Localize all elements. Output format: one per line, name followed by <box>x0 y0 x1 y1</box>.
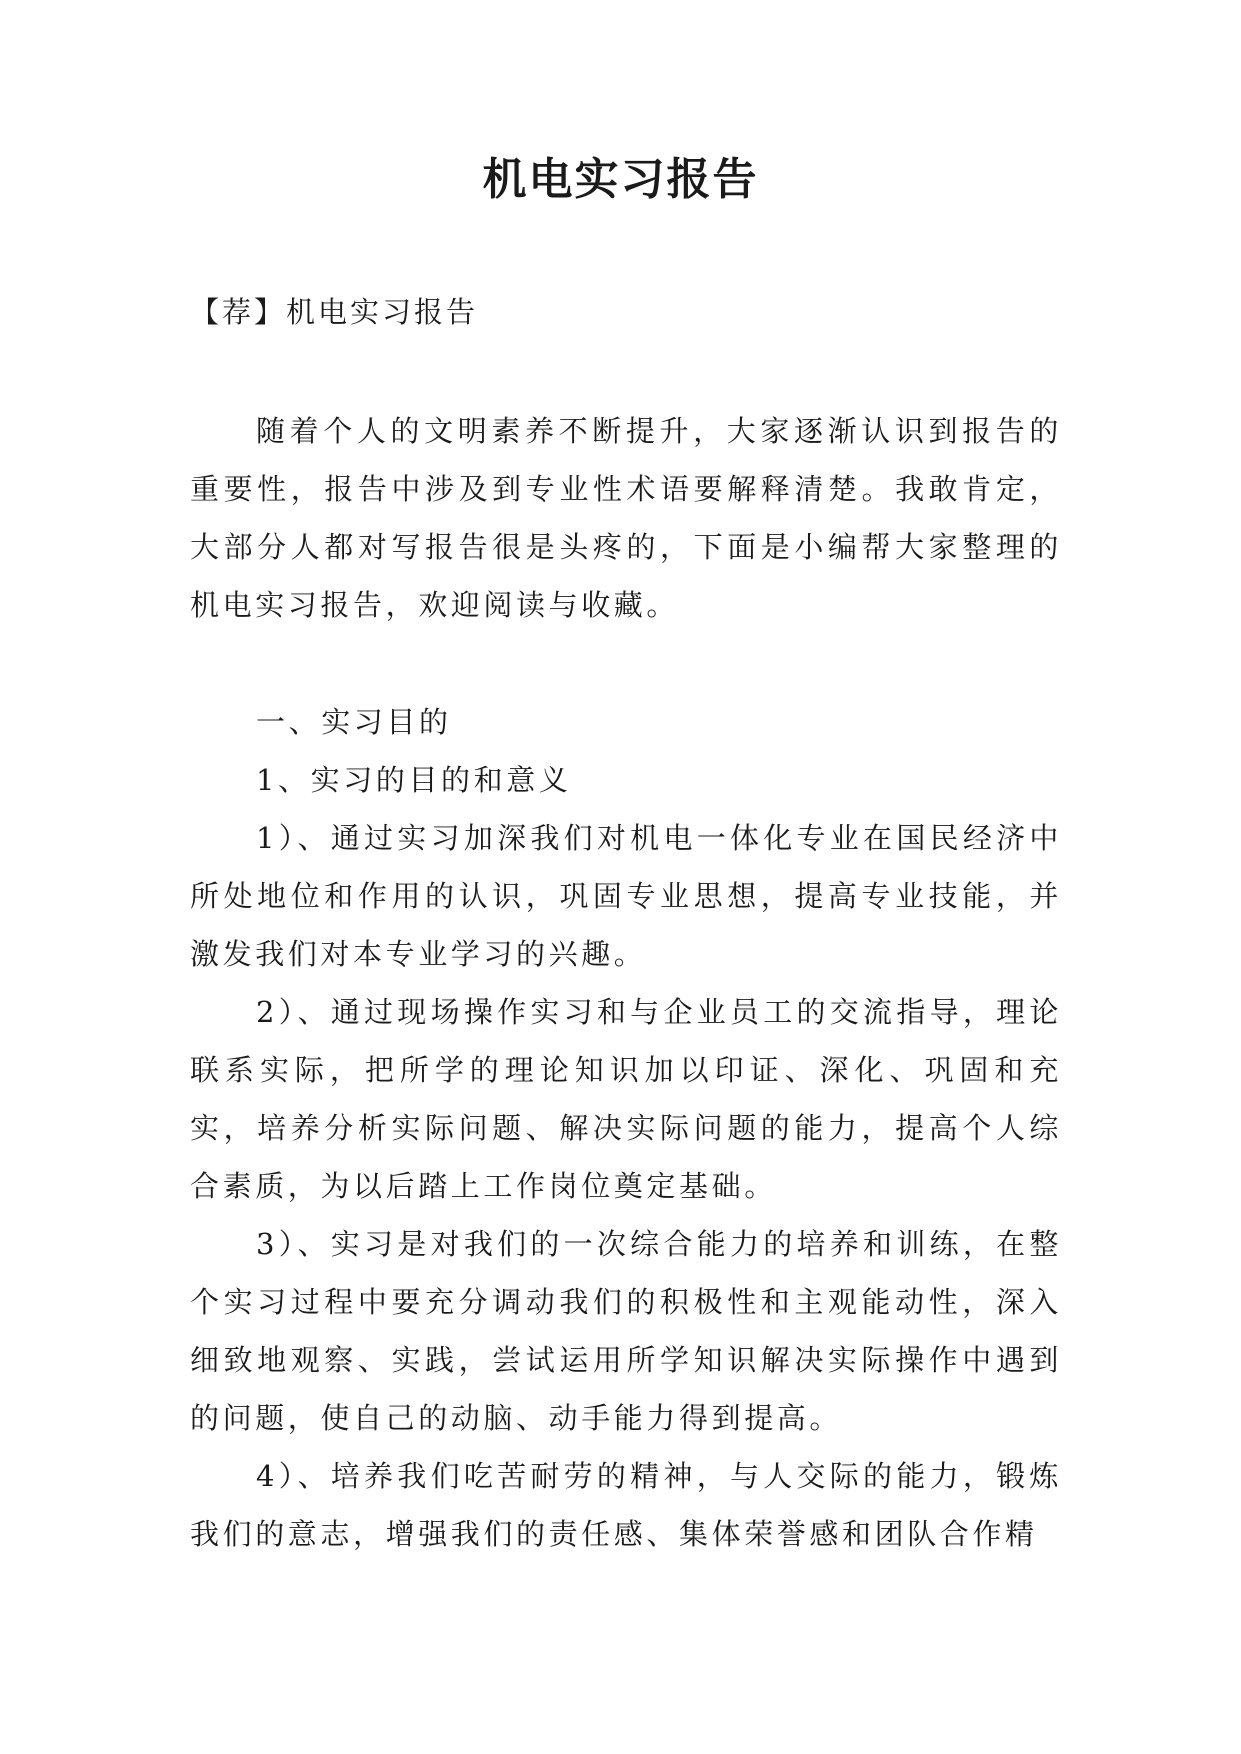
document-title: 机电实习报告 <box>482 154 759 205</box>
subsection-heading: 1、实习的目的和意义 <box>256 763 572 797</box>
intro-paragraph: 随着个人的文明素养不断提升，大家逐渐认识到报告的重要性，报告中涉及到专业性术语要解释清楚。我敢肯定，大部分人都对写报告很是头疼的，下面是小编帮大家整理的机电实习报告，欢迎阅读与收藏。 <box>190 414 1062 622</box>
list-item: 2）、通过现场操作实习和与企业员工的交流指导，理论联系实际，把所学的理论知识加以印证、深化、巩固和充实，培养分析实际问题、解决实际问题的能力，提高个人综合素质，为以后踏上工作岗位奠定基础。 <box>190 995 1062 1203</box>
list-item: 4）、培养我们吃苦耐劳的精神，与人交际的能力，锻炼我们的意志，增强我们的责任感、集体荣誉感和团队合作精 <box>190 1459 1062 1551</box>
section-heading: 一、实习目的 <box>256 705 452 739</box>
intro-block <box>190 402 1062 634</box>
document-subtitle: 【荐】机电实习报告 <box>190 295 479 329</box>
list-item: 3）、实习是对我们的一次综合能力的培养和训练，在整个实习过程中要充分调动我们的积极性和主观能动性，深入细致地观察、实践，尝试运用所学知识解决实际操作中遇到的问题，使自己的动脑、动手能力得到提高。 <box>190 1227 1062 1435</box>
content-block <box>190 693 1062 1563</box>
list-item: 1）、通过实习加深我们对机电一体化专业在国民经济中所处地位和作用的认识，巩固专业思想，提高专业技能，并激发我们对本专业学习的兴趣。 <box>190 821 1062 971</box>
